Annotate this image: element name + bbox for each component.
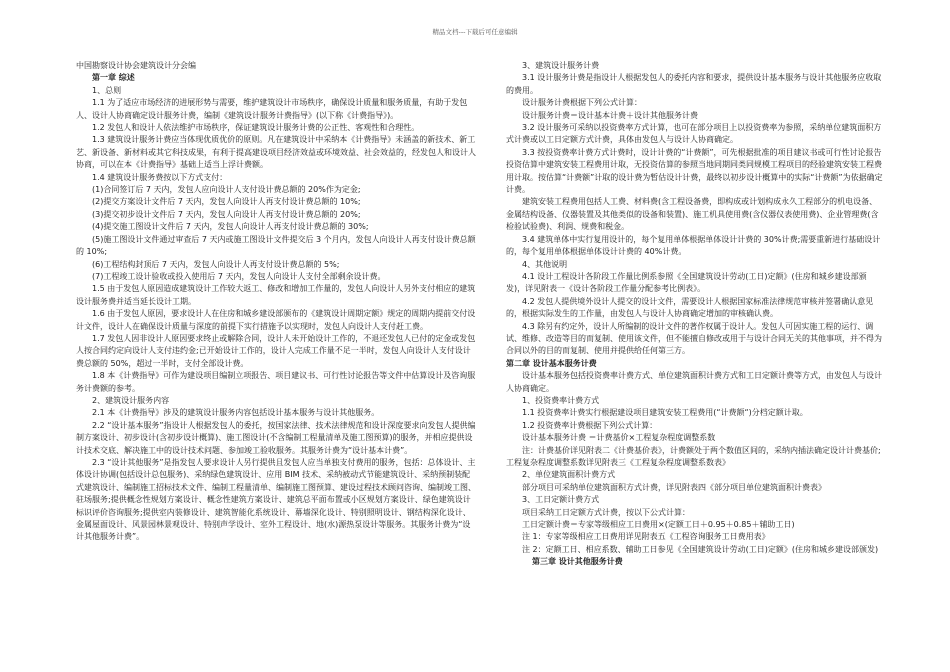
right-column [506,60,884,569]
paragraph: 部分项目可采纳单位建筑面积方式计费，详见附表四《部分项目单位建筑面积计费表》 [522,482,826,492]
paragraph: 1.2 投资费率计费根据下列公式计算： [522,420,658,430]
paragraph: (6)工程结构封顶后 7 天内，发包人向设计人再支付设计费总额的 5%; [92,259,340,269]
paragraph: 注 1：专家等级相应工日费用详见附表五《工程咨询服务工日费用表》 [522,532,770,542]
paragraph: 1.7 发包人因非设计人原因要求终止或解除合同，设计人未开始设计工作的，不退还发包人已付的定金或发包人按合同约定向设计人支付违约金;已开始设计工作的，设计人完成工作量不足一半时，发包人向设计人支付设计费总额的 50%，超过一半时，支付全部设计费。 [76,333,476,368]
paragraph: 3.3 按投资费率计费方式计费时，设计计费的“计费额”，可先根据批准的项目建议书或可行性讨论报告投资估算中建筑安装工程费用计取，无投资估算的参照当地同期同类同规模工程项目的经验建筑安装工程费用计取。按估算“计费额”计取的设计费为暂估设计计费，最终以初步设计概算中的实际“计费额”为依据确定计费。 [506,147,883,195]
paragraph: 3、建筑设计服务计费 [522,61,600,70]
paragraph: 建筑安装工程费用包括人工费、材料费(含工程设备费，即构成或计划构成永久工程部分的机电设备、金属结构设备、仪器装置及其他类似的设备和装置)、施工机具使用费(含仪器仪表使用费)、企业管理费(含检验试验费)、利润、规费和税金。 [506,197,879,232]
paragraph: 2.1 本《计费指导》涉及的建筑设计服务内容包括设计基本服务与设计其他服务。 [92,408,380,418]
paragraph: (7)工程竣工设计验收或投入使用后 7 天内，发包人向设计人支付全部剩余设计费。 [92,271,386,281]
left-column [76,60,478,544]
paragraph: 1.6 由于发包人原因，要求设计人在住房和城乡建设部颁布的《建筑设计周期定额》规定的周期内提前交付设计文件，设计人在确保设计质量与深度的前提下实行措施予以实现时，发包人向设计人支付赶工费。 [76,309,476,331]
paragraph: 中国勘察设计协会建筑设计分会编 [76,61,196,70]
paragraph: (5)施工图设计文件通过审查后 7 天内或施工图设计文件提交后 3 个月内，发包人向设计人再支付设计费总额的 10%; [76,234,476,257]
paragraph: 1.5 由于发包人原因造成建筑设计工作较大返工、修改和增加工作量的，发包人向设计人另外支付相应的建筑设计服务费并适当延长设计工期。 [76,284,476,306]
paragraph: 1.1 为了适应市场经济的进展形势与需要，维护建筑设计市场秩序，确保设计质量和服务质量，有助于发包人、设计人协商确定设计服务计费，编制《建筑设计服务计费指导》(以下称《计费指导》)。 [76,98,468,120]
paragraph: (1)合同签订后 7 天内，发包人应向设计人支付设计费总额的 20%作为定金; [92,185,361,195]
paragraph: 第二章 设计基本服务计费 [506,358,597,368]
paragraph: 1.3 建筑设计服务计费应当体现优质优价的原则。凡在建筑设计中采纳本《计费指导》未涵盖的新技术、新工艺、新设备、新材料或其它科技成果，有利于提高建设项目经济效益或环境效益、社会效益的，经发包人和设计人协商，可以在本《计费指导》基础上适当上浮计费额。 [76,135,476,170]
paragraph: 注：计费基价详见附表二《计费基价表》，计费额处于两个数值区间的，采纳内插法确定设计计费基价;工程复杂程度调整系数详见附表三《工程复杂程度调整系数表》 [506,445,881,467]
paragraph: 设计服务计费根据下列公式计算： [522,98,642,108]
paragraph: 第三章 设计其他服务计费 [532,557,623,567]
paragraph: 设计基本服务计费 ＝计费基价×工程复杂程度调整系数 [522,433,716,443]
paragraph: 1、总则 [92,85,122,95]
paragraph: 3.1 设计服务计费是指设计人根据发包人的委托内容和要求，提供设计基本服务与设计其他服务应收取的费用。 [506,73,882,95]
paragraph: 4.2 发包人提供境外设计人提交的设计文件，需要设计人根据国家标准法律规范审核并签署确认意见的，根据实际发生的工作量，由发包人与设计人协商确定增加的审核确认费。 [506,296,874,319]
paragraph: 3、工日定额计费方式 [522,495,600,505]
paragraph: 4.1 设计工程设计各阶段工作量比例系参照《全国建筑设计劳动(工日)定额》(住房和城乡建设部颁发)，详见附表一《设计各阶段工作量分配参考比例表》。 [506,271,867,294]
paragraph: 注 2：定额工日、相应系数、辅助工日参见《全国建筑设计劳动(工日)定额》(住房和城乡建设部颁发) [522,544,879,554]
paragraph: 2、单位建筑面积计费方式 [522,470,616,480]
paragraph: 项目采纳工日定额方式计费，按以下公式计算： [522,507,690,517]
paragraph: 1.2 发包人和设计人依法维护市场秩序，保证建筑设计服务计费的公正性、客观性和合理性。 [92,123,420,133]
paragraph: 3.2 设计服务可采纳以投资费率方式计算，也可在部分项目上以投资费率为参照，采纳单位建筑面积方式计费或以工日定额方式计费，具体由发包人与设计人协商确定。 [506,123,882,145]
paragraph: 设计基本服务包括投资费率计费方式、单位建筑面积计费方式和工日定额计费等方式，由发包人与设计人协商确定。 [506,371,882,393]
page-header: 精品文档---下载后可任意编辑 [432,28,518,36]
paragraph: 4.3 除另有约定外，设计人所编制的设计文件的著作权属于设计人。发包人可因实施工程的运行、调试、维修、改造等目的而复制、使用该文件，但不能擅自修改或用于与设计合同无关的其他事项，并不得为合同以外的目的而复制、使用并提供给任何第三方。 [506,321,882,356]
paragraph: 2、建筑设计服务内容 [92,395,170,405]
paragraph: 第一章 综述 [92,73,135,83]
paragraph: (2)提交方案设计文件后 7 天内，发包人向设计人再支付设计费总额的 10%; [92,197,361,207]
paragraph: 1.4 建筑设计服务费按以下方式支付： [92,172,228,182]
paragraph: 4、其他说明 [522,259,568,269]
paragraph: 2.2 “设计基本服务”指设计人根据发包人的委托，按国家法律、技术法律规范和设计深度要求向发包人提供编制方案设计、初步设计(含初步设计概算)、施工图设计(不含编制工程量清单及施工图预算)的服务，并相应提供设计技术交底、解决施工中的设计技术问题、参加竣工验收服务。其服务计费为“设计基本计费”。 [76,420,476,455]
paragraph: 2.3 “设计其他服务”是指发包人要求设计人另行提供且发包人应当单独支付费用的服务，包括：总体设计、主体设计协调(包括设计总包服务)、采纳绿色建筑设计、应用 BIM 技术、采纳被动式节能建筑设计、采纳预制装配式建筑设计、编制施工招标技术文件、编制工程量清单、编制施工图预算、建设过程技术顾问咨询、编制竣工图、驻场服务;提供概念性规划方案设计、概念性建筑方案设计、建筑总平面布置或小区规划方案设计、绿色建筑设计标识评价咨询服务;提供室内装修设计、建筑智能化系统设计、幕墙深化设计、特别照明设计、钢结构深化设计、金属屋面设计、风景园林景观设计、特别声学设计、室外工程设计、地(水)源热泵设计等服务。其服务计费为“设计其他服务计费”。 [76,458,476,542]
paragraph: 3.4 建筑单体中实行复用设计的，每个复用单体根据单体设计计费的 30%计费;需要重新进行基础设计的，每个复用单体根据单体设计计费的 40%计费。 [506,234,881,257]
paragraph: 设计服务计费＝设计基本计费＋设计其他服务计费 [522,110,698,120]
paragraph: 1、投资费率计费方式 [522,395,600,405]
paragraph: (4)提交施工图设计文件后 7 天内，发包人向设计人再支付设计费总额的 30%; [92,222,369,232]
paragraph: 工日定额计费＝专家等级相应工日费用×(定额工日＋0.95＋0.85＋辅助工日) [522,520,795,530]
paragraph: 1.1 投资费率计费实行根据建设项目建筑安装工程费用(“计费额“)分档定额计取。 [522,408,808,418]
paragraph: (3)提交初步设计文件后 7 天内，发包人向设计人再支付设计费总额的 20%; [92,209,361,219]
paragraph: 1.8 本《计费指导》可作为建设项目编制立项报告、项目建议书、可行性讨论报告等文件中估算设计及咨询服务计费额的参考。 [76,371,476,393]
